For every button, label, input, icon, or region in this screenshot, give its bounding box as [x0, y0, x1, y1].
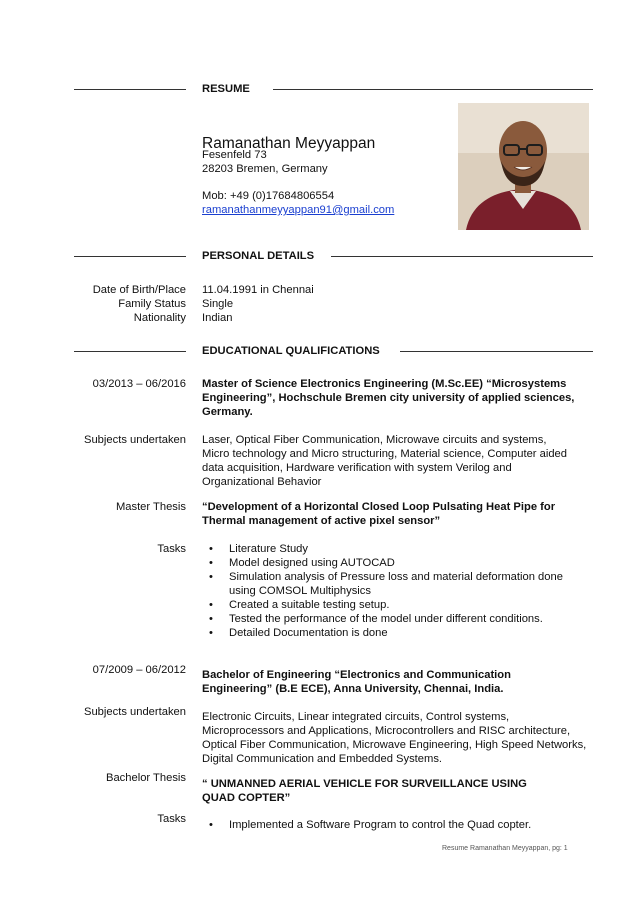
label-family-status: Family Status [118, 298, 186, 310]
masters-thesis: “Development of a Horizontal Closed Loop Pulsating Heat Pipe for Thermal management of active pixel sensor” [202, 501, 556, 527]
masters-tasks-label: Tasks [157, 543, 186, 555]
address-street: Fesenfeld 73 [202, 149, 267, 161]
mobile-number: Mob: +49 (0)17684806554 [202, 190, 335, 202]
list-item: • Created a suitable testing setup. [202, 598, 582, 612]
profile-photo-icon [458, 103, 589, 230]
rule-left [74, 256, 186, 257]
section-education: EDUCATIONAL QUALIFICATIONS [202, 345, 380, 357]
section-personal-details: PERSONAL DETAILS [202, 250, 315, 262]
masters-subjects: Laser, Optical Fiber Communication, Microwave circuits and systems, Micro technology and Micro structuring, Material science, Computer aided data acquisition, Hardware verification with system Verilog and Organizational Behavior [202, 434, 567, 488]
bachelors-tasks-list [202, 818, 592, 832]
candidate-name: Ramanathan Meyyappan [202, 135, 376, 152]
bachelors-tasks-label: Tasks [157, 813, 186, 825]
list-item: • Detailed Documentation is done [202, 626, 582, 640]
email-link[interactable]: ramanathanmeyyappan91@gmail.com [202, 204, 395, 216]
label-nationality: Nationality [133, 312, 186, 324]
masters-tasks-list [202, 542, 582, 640]
list-item: • Simulation analysis of Pressure loss and material deformation done using COMSOL Multiphysics [202, 570, 582, 598]
bachelors-degree: Bachelor of Engineering “Electronics and Communication Engineering” (B.E ECE), Anna University, Chennai, India. [202, 669, 511, 695]
bachelors-thesis-label: Bachelor Thesis [105, 772, 186, 784]
list-item: • Model designed using AUTOCAD [202, 556, 582, 570]
list-item: • Literature Study [202, 542, 582, 556]
list-item: • Implemented a Software Program to control the Quad copter. [202, 818, 592, 832]
masters-subjects-label: Subjects undertaken [84, 434, 186, 446]
rule-right [331, 256, 593, 257]
rule-right [400, 351, 593, 352]
masters-degree: Master of Science Electronics Engineering (M.Sc.EE) “Microsystems Engineering”, Hochschule Bremen city university of applied sciences, Germany. [202, 378, 575, 418]
masters-date: 03/2013 – 06/2016 [92, 378, 186, 390]
rule-left [74, 351, 186, 352]
page-footer: Resume Ramanathan Meyyappan, pg: 1 [442, 845, 568, 852]
bachelors-thesis: “ UNMANNED AERIAL VEHICLE FOR SURVEILLANCE USING QUAD COPTER” [202, 778, 527, 804]
label-dob: Date of Birth/Place [92, 284, 186, 296]
resume-heading: RESUME [202, 83, 250, 95]
address-city: 28203 Bremen, Germany [202, 163, 328, 175]
list-item: • Tested the performance of the model under different conditions. [202, 612, 582, 626]
rule-left [74, 89, 186, 90]
value-dob: 11.04.1991 in Chennai [202, 284, 314, 296]
rule-right [273, 89, 593, 90]
value-nationality: Indian [202, 312, 233, 324]
bachelors-subjects: Electronic Circuits, Linear integrated circuits, Control systems, Microprocessors and Applications, Microcontrollers and RISC architecture, Optical Fiber Communication, Microwave Engineering, High Speed Networks, Digital Communication and Embedded Systems. [202, 711, 587, 765]
value-family-status: Single [202, 298, 234, 310]
bachelors-subjects-label: Subjects undertaken [84, 706, 186, 718]
bachelors-date: 07/2009 – 06/2012 [92, 664, 186, 676]
masters-thesis-label: Master Thesis [115, 501, 186, 513]
